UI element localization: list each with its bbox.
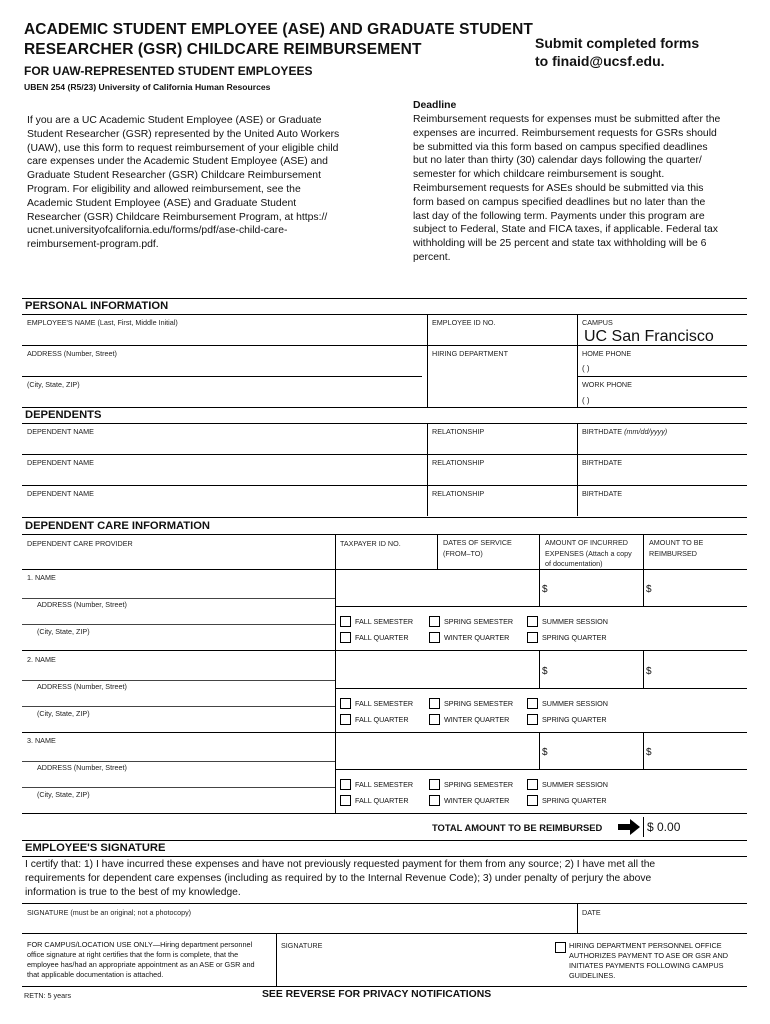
column-divider bbox=[643, 569, 644, 606]
divider bbox=[22, 569, 747, 570]
divider bbox=[22, 423, 747, 424]
summer-session-label: SUMMER SESSION bbox=[542, 780, 608, 789]
spring-quarter-label: SPRING QUARTER bbox=[542, 633, 607, 642]
provider-address-field[interactable] bbox=[130, 762, 330, 776]
employee-name-field[interactable] bbox=[25, 328, 423, 342]
divider bbox=[22, 706, 335, 707]
divider bbox=[22, 485, 747, 486]
dependent-1-name-field[interactable] bbox=[25, 437, 423, 452]
dependent-1-birthdate-field[interactable] bbox=[580, 437, 745, 452]
reimbursed-amount-field[interactable]: $ bbox=[646, 584, 652, 595]
summer-session-checkbox[interactable] bbox=[527, 616, 538, 627]
spring-semester-label: SPRING SEMESTER bbox=[444, 699, 514, 708]
campus-label: CAMPUS bbox=[582, 318, 613, 327]
provider-name-field[interactable] bbox=[80, 653, 330, 667]
column-divider bbox=[276, 933, 277, 986]
retention-note: RETN: 5 years bbox=[24, 991, 72, 1000]
dependent-name-label: DEPENDENT NAME bbox=[27, 489, 94, 498]
column-divider bbox=[643, 732, 644, 769]
divider bbox=[22, 298, 747, 299]
divider bbox=[22, 650, 747, 651]
home-phone-field[interactable]: ( ) bbox=[582, 364, 590, 373]
fall-semester-label: FALL SEMESTER bbox=[355, 699, 414, 708]
divider bbox=[22, 856, 747, 857]
spring-semester-checkbox[interactable] bbox=[429, 698, 440, 709]
total-value[interactable]: $ 0.00 bbox=[647, 820, 681, 834]
form-title-line2: RESEARCHER (GSR) CHILDCARE REIMBURSEMENT bbox=[24, 41, 422, 58]
divider bbox=[22, 986, 747, 987]
divider bbox=[22, 624, 335, 625]
dependent-3-relationship-field[interactable] bbox=[430, 499, 574, 514]
submit-instruction-line2: to finaid@ucsf.edu. bbox=[535, 53, 665, 69]
taxpayer-column-header: TAXPAYER ID NO. bbox=[340, 539, 401, 548]
dates-column-header: DATES OF SERVICE (FROM–TO) bbox=[443, 538, 512, 558]
home-phone-label: HOME PHONE bbox=[582, 349, 632, 358]
privacy-note: SEE REVERSE FOR PRIVACY NOTIFICATIONS bbox=[262, 989, 492, 1000]
divider bbox=[22, 787, 335, 788]
birthdate-label: BIRTHDATE bbox=[582, 458, 623, 467]
winter-quarter-label: WINTER QUARTER bbox=[444, 633, 510, 642]
employee-id-label: EMPLOYEE ID NO. bbox=[432, 318, 496, 327]
provider-name-field[interactable] bbox=[80, 571, 330, 585]
dependent-name-label: DEPENDENT NAME bbox=[27, 427, 94, 436]
reimbursed-amount-field[interactable]: $ bbox=[646, 747, 652, 758]
column-divider bbox=[539, 569, 540, 606]
provider-city-label: (City, State, ZIP) bbox=[37, 790, 90, 799]
column-divider bbox=[427, 423, 428, 516]
provider-city-field[interactable] bbox=[100, 789, 330, 803]
taxpayer-dates-field[interactable] bbox=[338, 734, 536, 767]
column-divider bbox=[427, 314, 428, 407]
deadline-heading: Deadline bbox=[413, 100, 457, 111]
divider bbox=[22, 534, 747, 535]
form-subtitle: FOR UAW-REPRESENTED STUDENT EMPLOYEES bbox=[24, 64, 313, 78]
hiring-authorization-checkbox[interactable] bbox=[555, 942, 566, 953]
divider bbox=[22, 840, 747, 841]
campus-use-note: FOR CAMPUS/LOCATION USE ONLY—Hiring department personnel office signature at right certifies that the form is complete, that the employee has/had an appropriate appointment as an ASE or GSR and that applicable documentation is attached. bbox=[27, 940, 255, 979]
provider-city-field[interactable] bbox=[100, 708, 330, 722]
dependent-1-relationship-field[interactable] bbox=[430, 437, 574, 452]
column-divider bbox=[335, 651, 336, 732]
provider-address-label: ADDRESS (Number, Street) bbox=[37, 600, 127, 609]
taxpayer-dates-field[interactable] bbox=[338, 653, 536, 686]
provider-address-label: ADDRESS (Number, Street) bbox=[37, 763, 127, 772]
divider bbox=[22, 933, 747, 934]
spring-quarter-label: SPRING QUARTER bbox=[542, 796, 607, 805]
relationship-label: RELATIONSHIP bbox=[432, 458, 485, 467]
dependent-name-label: DEPENDENT NAME bbox=[27, 458, 94, 467]
provider-address-field[interactable] bbox=[130, 599, 330, 613]
column-divider bbox=[643, 651, 644, 688]
employee-id-field[interactable] bbox=[430, 328, 574, 342]
spring-semester-checkbox[interactable] bbox=[429, 616, 440, 627]
winter-quarter-label: WINTER QUARTER bbox=[444, 715, 510, 724]
birthdate-label: BIRTHDATE (mm/dd/yyyy) bbox=[582, 427, 668, 436]
hiring-authorization-text: HIRING DEPARTMENT PERSONNEL OFFICE AUTHORIZES PAYMENT TO ASE OR GSR AND INITIATES PAYMENTS FOLLOWING CAMPUS GUIDELINES. bbox=[569, 941, 729, 980]
spring-quarter-checkbox[interactable] bbox=[527, 795, 538, 806]
column-divider bbox=[577, 903, 578, 933]
incurred-amount-field[interactable]: $ bbox=[542, 747, 548, 758]
city-label: (City, State, ZIP) bbox=[27, 380, 80, 389]
hiring-department-field[interactable] bbox=[430, 358, 574, 374]
divider bbox=[335, 688, 747, 689]
fall-quarter-checkbox[interactable] bbox=[340, 795, 351, 806]
relationship-label: RELATIONSHIP bbox=[432, 427, 485, 436]
winter-quarter-checkbox[interactable] bbox=[429, 632, 440, 643]
intro-text: If you are a UC Academic Student Employee (ASE) or Graduate Student Researcher (GSR) represented by the United Auto Workers (UAW), use this form to request reimbursement of your eligible child care expenses under the Academic Student Employee (ASE) and Graduate Student Researcher (GSR) Childcare Reimbursement Program. For eligibility and allowed reimbursement, see the Academic Student Employee (ASE) and Graduate Student Researcher (GSR) Childcare Reimbursement Program, at https:// ucnet.universityofcalifornia.edu/forms/pdf/ase-child-care- reimbursement-program.pdf. bbox=[27, 115, 340, 251]
dependent-2-relationship-field[interactable] bbox=[430, 468, 574, 483]
reimbursed-column-header: AMOUNT TO BE REIMBURSED bbox=[649, 538, 704, 558]
dependents-heading: DEPENDENTS bbox=[25, 409, 102, 421]
column-divider bbox=[643, 534, 644, 569]
column-divider bbox=[437, 534, 438, 569]
summer-session-checkbox[interactable] bbox=[527, 698, 538, 709]
birthdate-label: BIRTHDATE bbox=[582, 489, 623, 498]
divider bbox=[335, 769, 747, 770]
address-label: ADDRESS (Number, Street) bbox=[27, 349, 117, 358]
dependent-3-birthdate-field[interactable] bbox=[580, 499, 745, 514]
fall-quarter-checkbox[interactable] bbox=[340, 714, 351, 725]
summer-session-label: SUMMER SESSION bbox=[542, 699, 608, 708]
dependent-2-birthdate-field[interactable] bbox=[580, 468, 745, 483]
fall-semester-checkbox[interactable] bbox=[340, 779, 351, 790]
fall-quarter-label: FALL QUARTER bbox=[355, 715, 409, 724]
divider bbox=[22, 813, 747, 814]
column-divider bbox=[335, 732, 336, 813]
spring-quarter-checkbox[interactable] bbox=[527, 632, 538, 643]
incurred-amount-field[interactable]: $ bbox=[542, 666, 548, 677]
deadline-text: Reimbursement requests for expenses must be submitted after the expenses are incurred. Reimbursement requests for GSRs should be submitted via this form based on campus specified deadlines but no later than thirty (30) calendar days following the quarter/ semester for which childcare reimbursement is sought. Reimbursement requests for ASEs should be submitted via this form based on campus specified deadlines but no later than the last day of the following term. Payments under this program are subject to Federal, State and FICA taxes, if applicable. Federal tax withholding will be 25 percent and state tax withholding will be 6 percent. bbox=[413, 114, 721, 263]
provider-city-field[interactable] bbox=[100, 626, 330, 640]
provider-name-field[interactable] bbox=[80, 734, 330, 748]
signature-label: SIGNATURE (must be an original; not a photocopy) bbox=[27, 908, 192, 917]
work-phone-field[interactable]: ( ) bbox=[582, 396, 590, 405]
signature-heading: EMPLOYEE'S SIGNATURE bbox=[25, 842, 166, 854]
provider-name-label: 3. NAME bbox=[27, 736, 56, 745]
summer-session-label: SUMMER SESSION bbox=[542, 617, 608, 626]
spring-semester-label: SPRING SEMESTER bbox=[444, 617, 514, 626]
provider-city-label: (City, State, ZIP) bbox=[37, 627, 90, 636]
winter-quarter-label: WINTER QUARTER bbox=[444, 796, 510, 805]
certification-text: I certify that: 1) I have incurred these expenses and have not previously requested payment for them from any source; 2) I have met all the requirements for dependent care expenses (including as required by to the Internal Revenue Code); 3) under penalty of perjury the above information is true to the best of my knowledge. bbox=[25, 859, 656, 899]
divider bbox=[22, 732, 747, 733]
taxpayer-dates-field[interactable] bbox=[338, 571, 536, 604]
column-divider bbox=[577, 314, 578, 407]
spring-semester-label: SPRING SEMESTER bbox=[444, 780, 514, 789]
spring-quarter-checkbox[interactable] bbox=[527, 714, 538, 725]
provider-name-label: 1. NAME bbox=[27, 573, 56, 582]
divider bbox=[22, 454, 747, 455]
spring-semester-checkbox[interactable] bbox=[429, 779, 440, 790]
submit-instruction-line1: Submit completed forms bbox=[535, 35, 700, 51]
personal-info-heading: PERSONAL INFORMATION bbox=[25, 300, 169, 312]
form-title-line1: ACADEMIC STUDENT EMPLOYEE (ASE) AND GRADUATE STUDENT bbox=[24, 21, 533, 38]
divider bbox=[22, 407, 747, 408]
date-label: DATE bbox=[582, 908, 601, 917]
divider bbox=[22, 314, 747, 315]
signature-date-field[interactable] bbox=[580, 917, 745, 931]
arrow-right-icon bbox=[618, 819, 640, 835]
provider-address-label: ADDRESS (Number, Street) bbox=[37, 682, 127, 691]
employee-signature-field[interactable] bbox=[25, 917, 573, 931]
fall-semester-checkbox[interactable] bbox=[340, 698, 351, 709]
department-signature-field[interactable] bbox=[280, 952, 550, 982]
form-id: UBEN 254 (R5/23) University of California Human Resources bbox=[24, 82, 271, 92]
hiring-department-label: HIRING DEPARTMENT bbox=[432, 349, 509, 358]
fall-quarter-checkbox[interactable] bbox=[340, 632, 351, 643]
divider bbox=[22, 376, 422, 377]
winter-quarter-checkbox[interactable] bbox=[429, 714, 440, 725]
reimbursed-amount-field[interactable]: $ bbox=[646, 666, 652, 677]
employee-name-label: EMPLOYEE'S NAME (Last, First, Middle Initial) bbox=[27, 318, 178, 327]
provider-name-label: 2. NAME bbox=[27, 655, 56, 664]
column-divider bbox=[643, 817, 644, 837]
provider-city-label: (City, State, ZIP) bbox=[37, 709, 90, 718]
dependent-3-name-field[interactable] bbox=[25, 499, 423, 514]
summer-session-checkbox[interactable] bbox=[527, 779, 538, 790]
column-divider bbox=[335, 534, 336, 569]
dependent-2-name-field[interactable] bbox=[25, 468, 423, 483]
winter-quarter-checkbox[interactable] bbox=[429, 795, 440, 806]
divider bbox=[22, 903, 747, 904]
column-divider bbox=[539, 732, 540, 769]
divider bbox=[22, 517, 747, 518]
city-field[interactable] bbox=[25, 389, 423, 405]
column-divider bbox=[539, 651, 540, 688]
column-divider bbox=[577, 423, 578, 516]
work-phone-label: WORK PHONE bbox=[582, 380, 632, 389]
fall-quarter-label: FALL QUARTER bbox=[355, 633, 409, 642]
dependent-care-heading: DEPENDENT CARE INFORMATION bbox=[25, 520, 211, 532]
column-divider bbox=[539, 534, 540, 569]
provider-address-field[interactable] bbox=[130, 681, 330, 695]
relationship-label: RELATIONSHIP bbox=[432, 489, 485, 498]
fall-semester-checkbox[interactable] bbox=[340, 616, 351, 627]
spring-quarter-label: SPRING QUARTER bbox=[542, 715, 607, 724]
divider bbox=[577, 376, 747, 377]
address-field[interactable] bbox=[25, 358, 423, 374]
divider bbox=[335, 606, 747, 607]
incurred-amount-field[interactable]: $ bbox=[542, 584, 548, 595]
department-signature-label: SIGNATURE bbox=[281, 941, 323, 950]
divider bbox=[22, 345, 747, 346]
campus-value[interactable]: UC San Francisco bbox=[584, 328, 714, 345]
fall-semester-label: FALL SEMESTER bbox=[355, 780, 414, 789]
column-divider bbox=[335, 569, 336, 650]
provider-column-header: DEPENDENT CARE PROVIDER bbox=[27, 539, 133, 548]
incurred-column-header: AMOUNT OF INCURRED EXPENSES (Attach a copy of documentation) bbox=[545, 538, 632, 568]
fall-semester-label: FALL SEMESTER bbox=[355, 617, 414, 626]
total-label: TOTAL AMOUNT TO BE REIMBURSED bbox=[432, 822, 603, 833]
fall-quarter-label: FALL QUARTER bbox=[355, 796, 409, 805]
